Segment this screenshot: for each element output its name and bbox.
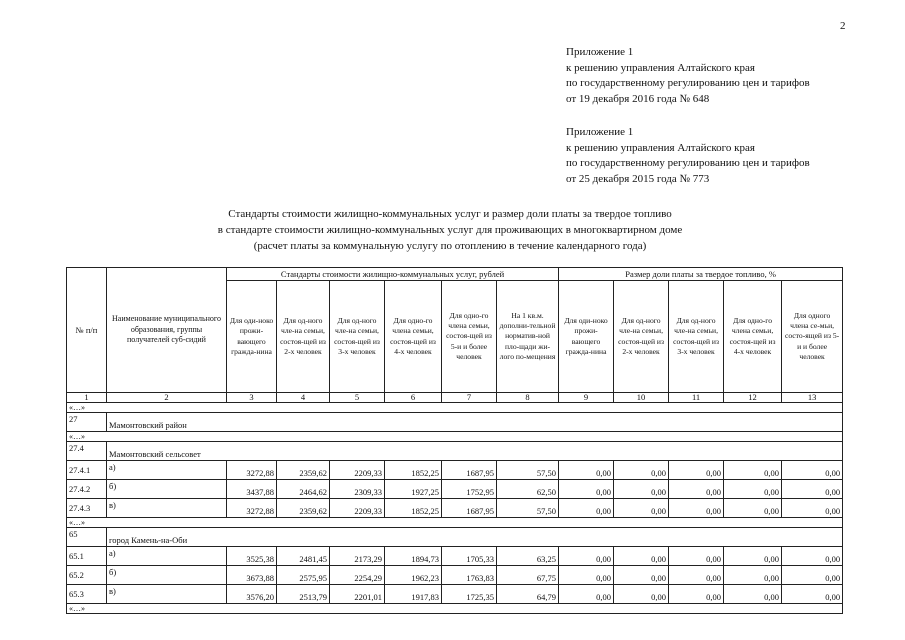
header-group-standards: Стандарты стоимости жилищно-коммунальных услуг, рублей	[227, 268, 559, 281]
section-number: 27.4	[67, 442, 107, 461]
value-cell: 0,00	[559, 547, 614, 566]
subheader-cell: Для оди-ноко прожи-вающего гражда-нина	[559, 281, 614, 393]
value-cell: 0,00	[669, 585, 724, 604]
column-number: 7	[442, 393, 497, 403]
row-label: в)	[107, 499, 227, 518]
value-cell: 0,00	[559, 480, 614, 499]
ellipsis-row	[67, 604, 843, 614]
column-numbers-row	[67, 393, 843, 403]
value-cell: 0,00	[724, 566, 782, 585]
column-number: 3	[227, 393, 277, 403]
value-cell: 3673,88	[227, 566, 277, 585]
column-number: 11	[669, 393, 724, 403]
subheader-cell: На 1 кв.м. дополни-тельной норматив-ной пло-щади жи-лого по-мещения	[497, 281, 559, 393]
appendix-line: Приложение 1	[566, 46, 634, 58]
value-cell: 1687,95	[442, 499, 497, 518]
row-number: 65.2	[67, 566, 107, 585]
section-name: Мамонтовский сельсовет	[107, 442, 843, 461]
appendix-line: от 19 декабря 2016 года № 648	[566, 92, 710, 105]
header-group-share: Размер доли платы за твердое топливо, %	[559, 268, 843, 281]
value-cell: 0,00	[724, 461, 782, 480]
value-cell: 0,00	[669, 499, 724, 518]
table-row	[67, 461, 843, 480]
value-cell: 3525,38	[227, 547, 277, 566]
section-name: Мамонтовский район	[107, 413, 843, 432]
section-name: город Камень-на-Оби	[107, 528, 843, 547]
row-number: 27.4.1	[67, 461, 107, 480]
header-np: № п/п	[67, 268, 107, 393]
value-cell: 0,00	[614, 566, 669, 585]
value-cell: 2309,33	[330, 480, 385, 499]
title-line: Стандарты стоимости жилищно-коммунальных услуг и размер доли платы за твердое топливо	[228, 208, 672, 220]
value-cell: 1917,83	[385, 585, 442, 604]
value-cell: 62,50	[497, 480, 559, 499]
subheader-cell: Для оди-ноко прожи-вающего гражда-нина	[227, 281, 277, 393]
value-cell: 63,25	[497, 547, 559, 566]
table-row	[67, 480, 843, 499]
header-name: Наименование муниципального образования, группы получателей суб-сидий	[107, 268, 227, 393]
table-row	[67, 585, 843, 604]
column-number: 8	[497, 393, 559, 403]
row-label: а)	[107, 461, 227, 480]
value-cell: 2254,29	[330, 566, 385, 585]
column-number: 13	[782, 393, 843, 403]
value-cell: 1705,33	[442, 547, 497, 566]
title-line: (расчет платы за коммунальную услугу по отоплению в течение календарного года)	[253, 240, 647, 252]
section-number: 27	[67, 413, 107, 432]
appendix-line: по государственному регулированию цен и тарифов	[566, 77, 810, 89]
subheader-cell: Для од-ного чле-на семьи, состоя-щей из 2-х человек	[277, 281, 330, 393]
value-cell: 57,50	[497, 461, 559, 480]
value-cell: 1763,83	[442, 566, 497, 585]
subheader-cell: Для од-ного чле-на семьи, состоя-щей из 3-х человек	[330, 281, 385, 393]
value-cell: 1927,25	[385, 480, 442, 499]
value-cell: 1852,25	[385, 499, 442, 518]
ellipsis-cell: «…»	[67, 604, 843, 614]
row-number: 27.4.2	[67, 480, 107, 499]
value-cell: 57,50	[497, 499, 559, 518]
value-cell: 2359,62	[277, 499, 330, 518]
column-number: 12	[724, 393, 782, 403]
appendix-line: к решению управления Алтайского края	[566, 141, 755, 154]
column-number: 4	[277, 393, 330, 403]
row-label: б)	[107, 480, 227, 499]
value-cell: 0,00	[559, 585, 614, 604]
value-cell: 0,00	[782, 499, 843, 518]
value-cell: 1725,35	[442, 585, 497, 604]
ellipsis-row	[67, 432, 843, 442]
value-cell: 3272,88	[227, 499, 277, 518]
value-cell: 1962,23	[385, 566, 442, 585]
appendix-block-1	[566, 45, 810, 107]
table-row	[67, 547, 843, 566]
subheader-cell: Для одно-го члена семьи, состоя-щей из 5-и и более человек	[442, 281, 497, 393]
section-row	[67, 413, 843, 432]
subheader-cell: Для одно-го члена семьи, состоя-щей из 4-х человек	[724, 281, 782, 393]
column-number: 1	[67, 393, 107, 403]
subheader-cell: Для од-ного чле-на семьи, состоя-щей из 3-х человек	[669, 281, 724, 393]
value-cell: 0,00	[559, 461, 614, 480]
value-cell: 0,00	[614, 585, 669, 604]
value-cell: 0,00	[724, 499, 782, 518]
appendix-line: по государственному регулированию цен и тарифов	[566, 157, 810, 169]
appendix-line: к решению управления Алтайского края	[566, 61, 755, 74]
subheader-cell: Для од-ного чле-на семьи, состоя-щей из 2-х человек	[614, 281, 669, 393]
value-cell: 0,00	[724, 585, 782, 604]
ellipsis-cell: «…»	[67, 432, 843, 442]
row-number: 65.3	[67, 585, 107, 604]
value-cell: 2209,33	[330, 499, 385, 518]
value-cell: 0,00	[559, 566, 614, 585]
row-number: 65.1	[67, 547, 107, 566]
value-cell: 1852,25	[385, 461, 442, 480]
subheader-cell: Для одного члена се-мьи, состо-ящей из 5-и и более человек	[782, 281, 843, 393]
title-line: в стандарте стоимости жилищно-коммунальных услуг для проживающих в многоквартирном доме	[217, 224, 683, 236]
ellipsis-cell: «…»	[67, 403, 843, 413]
value-cell: 2481,45	[277, 547, 330, 566]
value-cell: 3437,88	[227, 480, 277, 499]
appendix-line: Приложение 1	[566, 126, 634, 138]
value-cell: 3272,88	[227, 461, 277, 480]
table-row	[67, 566, 843, 585]
column-number: 10	[614, 393, 669, 403]
table-row	[67, 499, 843, 518]
value-cell: 2201,01	[330, 585, 385, 604]
value-cell: 67,75	[497, 566, 559, 585]
section-number: 65	[67, 528, 107, 547]
value-cell: 0,00	[614, 547, 669, 566]
column-number: 5	[330, 393, 385, 403]
value-cell: 0,00	[782, 480, 843, 499]
section-row	[67, 528, 843, 547]
value-cell: 0,00	[559, 499, 614, 518]
page-number: 2	[840, 20, 846, 32]
row-label: б)	[107, 566, 227, 585]
ellipsis-row	[67, 518, 843, 528]
value-cell: 2173,29	[330, 547, 385, 566]
value-cell: 0,00	[614, 499, 669, 518]
value-cell: 0,00	[669, 547, 724, 566]
value-cell: 1687,95	[442, 461, 497, 480]
row-label: а)	[107, 547, 227, 566]
value-cell: 0,00	[782, 547, 843, 566]
standards-table	[66, 267, 843, 614]
row-label: в)	[107, 585, 227, 604]
value-cell: 1894,73	[385, 547, 442, 566]
value-cell: 2513,79	[277, 585, 330, 604]
value-cell: 0,00	[782, 585, 843, 604]
value-cell: 2464,62	[277, 480, 330, 499]
value-cell: 0,00	[614, 461, 669, 480]
row-number: 27.4.3	[67, 499, 107, 518]
section-row	[67, 442, 843, 461]
value-cell: 64,79	[497, 585, 559, 604]
value-cell: 0,00	[669, 461, 724, 480]
appendix-line: от 25 декабря 2015 года № 773	[566, 172, 710, 185]
ellipsis-cell: «…»	[67, 518, 843, 528]
value-cell: 0,00	[669, 566, 724, 585]
value-cell: 2209,33	[330, 461, 385, 480]
column-number: 2	[107, 393, 227, 403]
value-cell: 0,00	[782, 566, 843, 585]
column-number: 6	[385, 393, 442, 403]
value-cell: 2575,95	[277, 566, 330, 585]
value-cell: 0,00	[669, 480, 724, 499]
value-cell: 3576,20	[227, 585, 277, 604]
column-number: 9	[559, 393, 614, 403]
document-title	[150, 206, 750, 254]
value-cell: 2359,62	[277, 461, 330, 480]
appendix-block-2	[566, 125, 810, 187]
subheader-cell: Для одно-го члена семьи, состоя-щей из 4-х человек	[385, 281, 442, 393]
value-cell: 0,00	[614, 480, 669, 499]
value-cell: 0,00	[782, 461, 843, 480]
ellipsis-row	[67, 403, 843, 413]
value-cell: 0,00	[724, 480, 782, 499]
value-cell: 0,00	[724, 547, 782, 566]
value-cell: 1752,95	[442, 480, 497, 499]
